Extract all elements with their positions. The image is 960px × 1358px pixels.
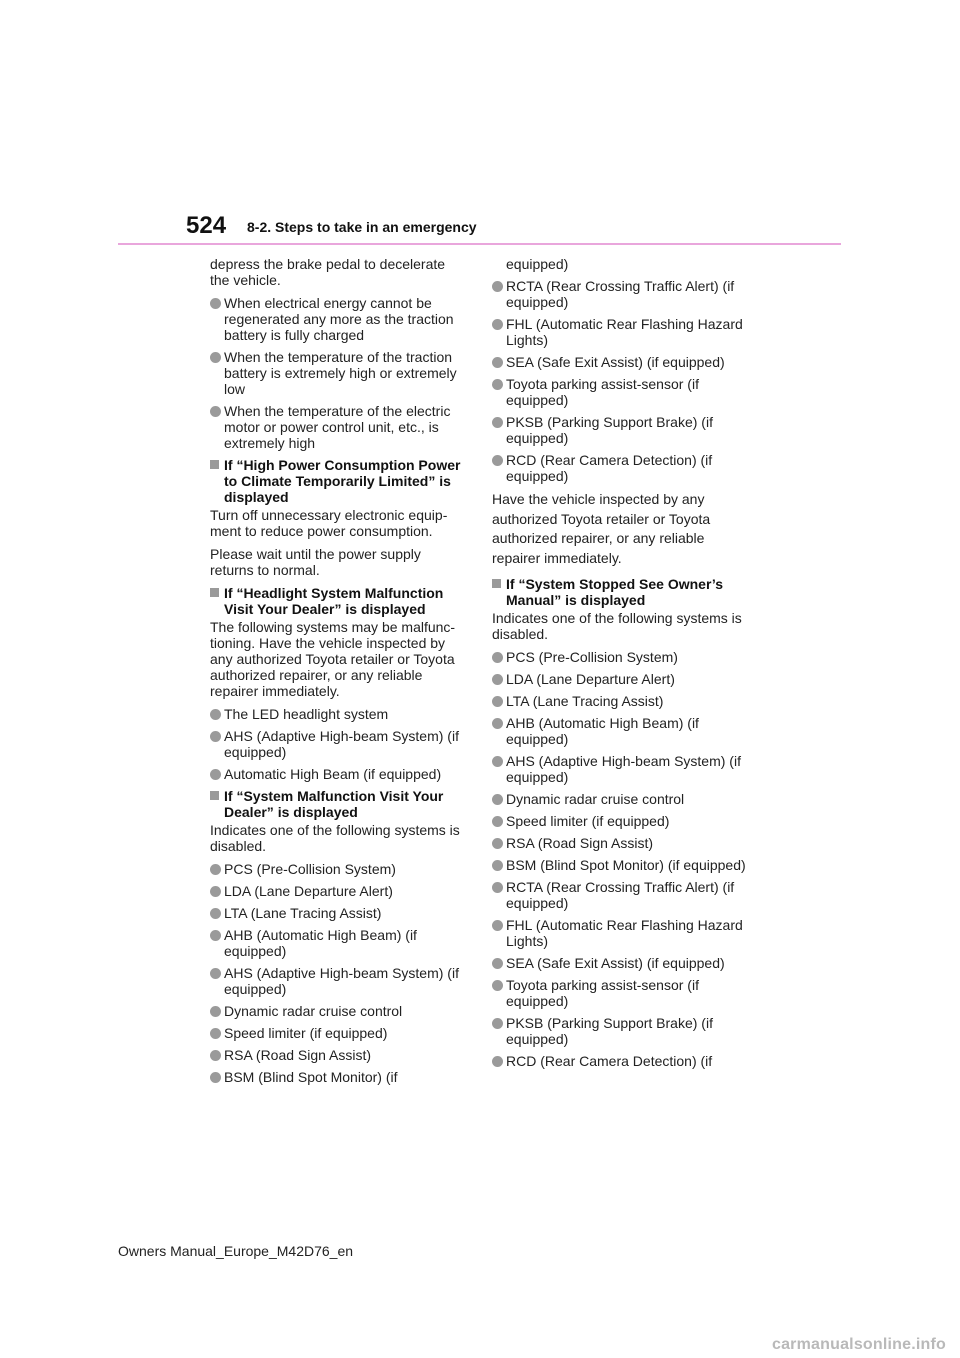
- square-bullet-icon: [492, 579, 501, 588]
- bullet-icon: [210, 352, 221, 363]
- list-item: RCD (Rear Camera Detection) (if equipped): [492, 452, 750, 484]
- bullet-icon: [210, 886, 221, 897]
- bullet-icon: [492, 838, 503, 849]
- bullet-icon: [492, 980, 503, 991]
- bullet-icon: [492, 652, 503, 663]
- bullet-icon: [492, 674, 503, 685]
- bullet-icon: [210, 1006, 221, 1017]
- subsection-heading: If “High Power Consumption Power to Climate Temporarily Limited” is displayed: [210, 457, 468, 505]
- paragraph: Please wait until the power supply returns to normal.: [210, 546, 421, 578]
- continued-text: equipped): [506, 256, 569, 272]
- list-item: Speed limiter (if equipped): [210, 1025, 468, 1041]
- list-item: AHB (Automatic High Beam) (if equipped): [210, 927, 468, 959]
- right-column: [492, 256, 750, 1075]
- list-item: Speed limiter (if equipped): [492, 813, 750, 829]
- list-item: Toyota parking assist-sensor (if equipped): [492, 376, 750, 408]
- list-item: When the temperature of the traction battery is extremely high or extremely low: [210, 349, 468, 397]
- list-item: The LED headlight system: [210, 706, 468, 722]
- square-bullet-icon: [210, 791, 219, 800]
- bullet-icon: [210, 968, 221, 979]
- list-item: Toyota parking assist-sensor (if equipped): [492, 977, 750, 1009]
- bullet-icon: [492, 379, 503, 390]
- list-item: Dynamic radar cruise control: [210, 1003, 468, 1019]
- list-item: FHL (Automatic Rear Flashing Hazard Lights): [492, 316, 750, 348]
- subsection-heading: If “System Stopped See Owner’s Manual” is displayed: [492, 576, 750, 608]
- list-item: AHS (Adaptive High-beam System) (if equipped): [210, 728, 468, 760]
- bullet-icon: [492, 860, 503, 871]
- bullet-icon: [210, 406, 221, 417]
- bullet-icon: [210, 298, 221, 309]
- bullet-icon: [492, 417, 503, 428]
- list-item: RCTA (Rear Crossing Traffic Alert) (if equipped): [492, 879, 750, 911]
- paragraph: Indicates one of the following systems is disabled.: [210, 822, 460, 854]
- paragraph: Indicates one of the following systems is disabled.: [492, 610, 742, 642]
- bullet-icon: [492, 1056, 503, 1067]
- bullet-icon: [492, 794, 503, 805]
- list-item: PCS (Pre-Collision System): [492, 649, 750, 665]
- list-item: BSM (Blind Spot Monitor) (if: [210, 1069, 468, 1085]
- subsection-heading: If “Headlight System Malfunction Visit Your Dealer” is displayed: [210, 585, 468, 617]
- list-item: Dynamic radar cruise control: [492, 791, 750, 807]
- bullet-icon: [492, 319, 503, 330]
- intro-paragraph: depress the brake pedal to decelerate the vehicle.: [210, 256, 446, 288]
- list-item: RCTA (Rear Crossing Traffic Alert) (if equipped): [492, 278, 750, 310]
- bullet-icon: [210, 731, 221, 742]
- bullet-icon: [210, 709, 221, 720]
- left-column: [210, 256, 468, 1091]
- list-item: SEA (Safe Exit Assist) (if equipped): [492, 955, 750, 971]
- bullet-icon: [492, 920, 503, 931]
- list-item: AHS (Adaptive High-beam System) (if equipped): [210, 965, 468, 997]
- paragraph: Have the vehicle inspected by any authorized Toyota retailer or Toyota authorized repairer, or any reliable repairer immediately.: [492, 491, 711, 566]
- bullet-icon: [492, 281, 503, 292]
- list-item: When electrical energy cannot be regenerated any more as the traction battery is fully charged: [210, 295, 468, 343]
- bullet-icon: [492, 696, 503, 707]
- square-bullet-icon: [210, 588, 219, 597]
- list-item: AHS (Adaptive High-beam System) (if equipped): [492, 753, 750, 785]
- list-item: LDA (Lane Departure Alert): [210, 883, 468, 899]
- subsection-heading: If “System Malfunction Visit Your Dealer” is displayed: [210, 788, 468, 820]
- bullet-icon: [492, 882, 503, 893]
- list-item: FHL (Automatic Rear Flashing Hazard Lights): [492, 917, 750, 949]
- section-title: 8-2. Steps to take in an emergency: [247, 219, 477, 235]
- footer-text: Owners Manual_Europe_M42D76_en: [118, 1243, 354, 1259]
- bullet-icon: [210, 769, 221, 780]
- list-item: LTA (Lane Tracing Assist): [210, 905, 468, 921]
- list-item: SEA (Safe Exit Assist) (if equipped): [492, 354, 750, 370]
- list-item: RSA (Road Sign Assist): [492, 835, 750, 851]
- bullet-icon: [210, 1072, 221, 1083]
- list-item: PCS (Pre-Collision System): [210, 861, 468, 877]
- bullet-icon: [492, 455, 503, 466]
- list-item: Automatic High Beam (if equipped): [210, 766, 468, 782]
- list-item: LDA (Lane Departure Alert): [492, 671, 750, 687]
- watermark[interactable]: carmanualsonline.info: [771, 1336, 946, 1353]
- bullet-icon: [210, 864, 221, 875]
- bullet-icon: [492, 1018, 503, 1029]
- list-item: AHB (Automatic High Beam) (if equipped): [492, 715, 750, 747]
- list-item: RCD (Rear Camera Detection) (if: [492, 1053, 750, 1069]
- bullet-icon: [210, 1050, 221, 1061]
- page-number: 524: [186, 212, 227, 239]
- list-item: BSM (Blind Spot Monitor) (if equipped): [492, 857, 750, 873]
- paragraph: The following systems may be malfunc-tioning. Have the vehicle inspected by any authorized Toyota retailer or Toyota authorized repairer, or any reliable repairer immediately.: [210, 619, 456, 699]
- list-item: PKSB (Parking Support Brake) (if equipped): [492, 1015, 750, 1047]
- bullet-icon: [210, 908, 221, 919]
- bullet-icon: [492, 816, 503, 827]
- bullet-icon: [492, 756, 503, 767]
- bullet-icon: [210, 1028, 221, 1039]
- list-item: RSA (Road Sign Assist): [210, 1047, 468, 1063]
- list-item: PKSB (Parking Support Brake) (if equipped): [492, 414, 750, 446]
- header-divider: [118, 243, 841, 245]
- list-item: LTA (Lane Tracing Assist): [492, 693, 750, 709]
- list-item: When the temperature of the electric motor or power control unit, etc., is extremely high: [210, 403, 468, 451]
- bullet-icon: [492, 357, 503, 368]
- bullet-icon: [492, 958, 503, 969]
- paragraph: Turn off unnecessary electronic equip-ment to reduce power consumption.: [210, 507, 448, 539]
- bullet-icon: [492, 718, 503, 729]
- square-bullet-icon: [210, 460, 219, 469]
- bullet-icon: [210, 930, 221, 941]
